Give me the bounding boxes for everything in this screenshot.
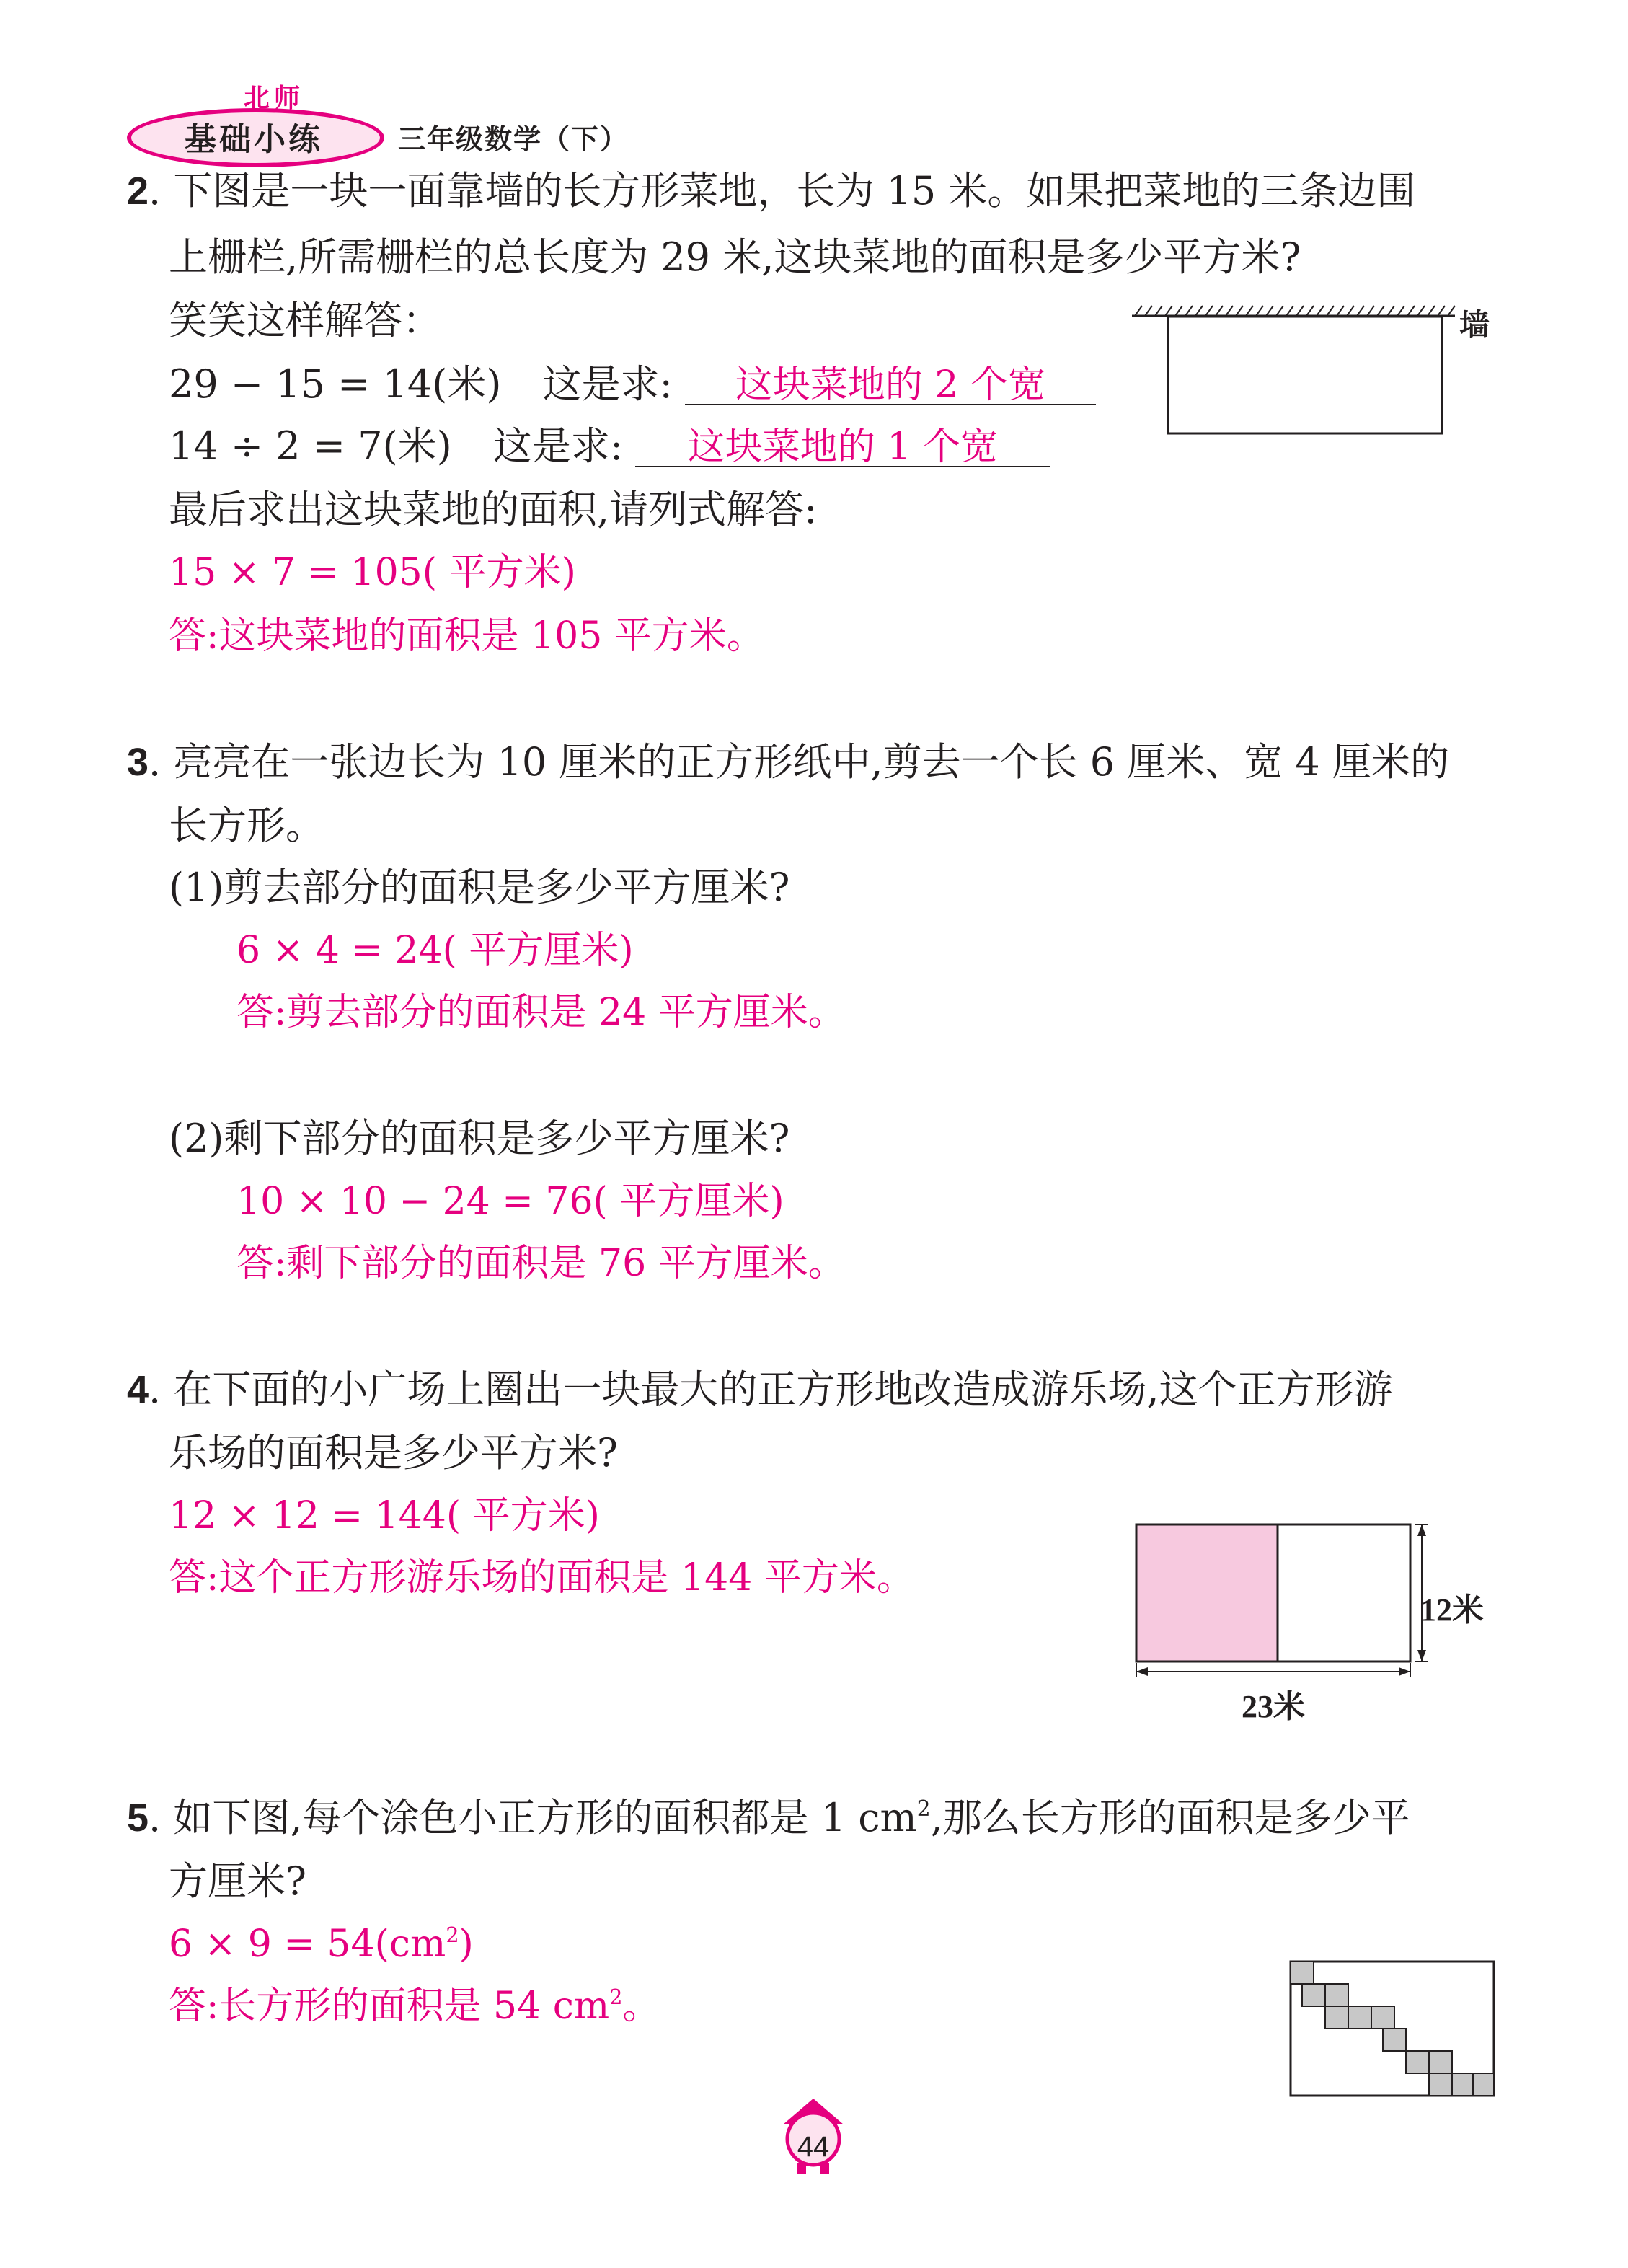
q5-answer-expr-b: ) xyxy=(459,1923,474,1966)
q4-width-label: 23米 xyxy=(1242,1689,1305,1724)
q2-step1-answer: 这块菜地的 2 个宽 xyxy=(735,363,1046,407)
q2-answer-expr: 15 × 7 = 105( 平方米) xyxy=(169,551,576,594)
q2-number: 2 xyxy=(127,169,149,213)
q2-text-1: . 下图是一块一面靠墙的长方形菜地，长为 15 米。如果把菜地的三条边围 xyxy=(149,168,1416,213)
book-title: 三年级数学（下） xyxy=(398,123,629,155)
q2-wall-figure xyxy=(1132,301,1456,438)
q4-number: 4 xyxy=(127,1368,149,1411)
q2-line-last: 最后求出这块菜地的面积,请列式解答: xyxy=(169,487,818,532)
q2-step1-expr: 29 − 15 = 14(米) xyxy=(169,361,502,407)
q3-line1 xyxy=(127,739,1449,785)
q3-sub2-expr: 10 × 10 − 24 = 76( 平方厘米) xyxy=(236,1180,784,1223)
q3-sub1-answer: 答:剪去部分的面积是 24 平方厘米。 xyxy=(236,991,846,1034)
q3-sub1: (1)剪去部分的面积是多少平方厘米? xyxy=(169,865,790,910)
q3-line2: 长方形。 xyxy=(169,803,324,848)
q3-text-1: . 亮亮在一张边长为 10 厘米的正方形纸中,剪去一个长 6 厘米、宽 4 厘米的 xyxy=(149,739,1449,785)
q3-number: 3 xyxy=(127,741,149,784)
q5-line2: 方厘米? xyxy=(169,1858,306,1904)
q2-step1-blank xyxy=(685,365,1096,405)
q2-line3: 笑笑这样解答： xyxy=(169,298,441,343)
q5-sup-2: 2 xyxy=(446,1922,459,1947)
q2-step1-prompt: 这是求: xyxy=(542,361,673,407)
q5-text-1b: ,那么长方形的面积是多少平 xyxy=(930,1795,1410,1840)
q4-text-1: . 在下面的小广场上圈出一块最大的正方形地改造成游乐场,这个正方形游 xyxy=(149,1367,1393,1412)
q4-height-label: 12米 xyxy=(1420,1592,1484,1628)
page-number: 44 xyxy=(797,2131,830,2163)
q4-line2: 乐场的面积是多少平方米? xyxy=(169,1430,618,1475)
q4-line1 xyxy=(127,1367,1393,1412)
q2-step2-blank xyxy=(635,427,1050,467)
q5-sup-1: 2 xyxy=(916,1796,931,1822)
q2-line1 xyxy=(127,168,1416,213)
q2-step2-expr: 14 ÷ 2 = 7(米) xyxy=(169,423,452,469)
q5-sup-3: 2 xyxy=(609,1984,623,2009)
q4-square-highlight xyxy=(1136,1524,1278,1662)
q2-step2 xyxy=(169,423,1050,469)
q2-line2: 上栅栏,所需栅栏的总长度为 29 米,这块菜地的面积是多少平方米? xyxy=(169,234,1301,280)
q5-answer-text-a: 答:长方形的面积是 54 cm xyxy=(169,1985,610,2028)
q5-answer-text-b: 。 xyxy=(622,1985,660,2028)
q2-answer-text: 答:这块菜地的面积是 105 平方米。 xyxy=(169,614,764,658)
header-brand-title: 基础小练 xyxy=(185,121,323,158)
q5-text-1a: . 如下图,每个涂色小正方形的面积都是 1 cm xyxy=(149,1795,917,1840)
q5-number: 5 xyxy=(127,1796,149,1840)
q4-answer-text: 答:这个正方形游乐场的面积是 144 平方米。 xyxy=(169,1556,914,1599)
q4-answer-expr: 12 × 12 = 144( 平方米) xyxy=(169,1494,600,1537)
q5-answer-expr-a: 6 × 9 = 54(cm xyxy=(169,1923,446,1966)
q5-answer-text xyxy=(169,1984,660,2028)
q3-sub1-expr: 6 × 4 = 24( 平方厘米) xyxy=(236,929,634,972)
q5-grid-figure xyxy=(1289,1960,1495,2097)
q2-wall-label: 墙 xyxy=(1459,307,1490,343)
q2-step2-answer: 这块菜地的 1 个宽 xyxy=(687,425,998,469)
q3-sub2: (2)剩下部分的面积是多少平方厘米? xyxy=(169,1116,790,1161)
q2-step2-prompt: 这是求: xyxy=(492,423,624,469)
header-brand-sub: 北师 xyxy=(244,84,305,113)
q3-sub2-answer: 答:剩下部分的面积是 76 平方厘米。 xyxy=(236,1242,846,1285)
q5-answer-expr xyxy=(169,1922,474,1966)
q5-line1 xyxy=(127,1795,1410,1840)
q2-step1 xyxy=(169,361,1096,407)
